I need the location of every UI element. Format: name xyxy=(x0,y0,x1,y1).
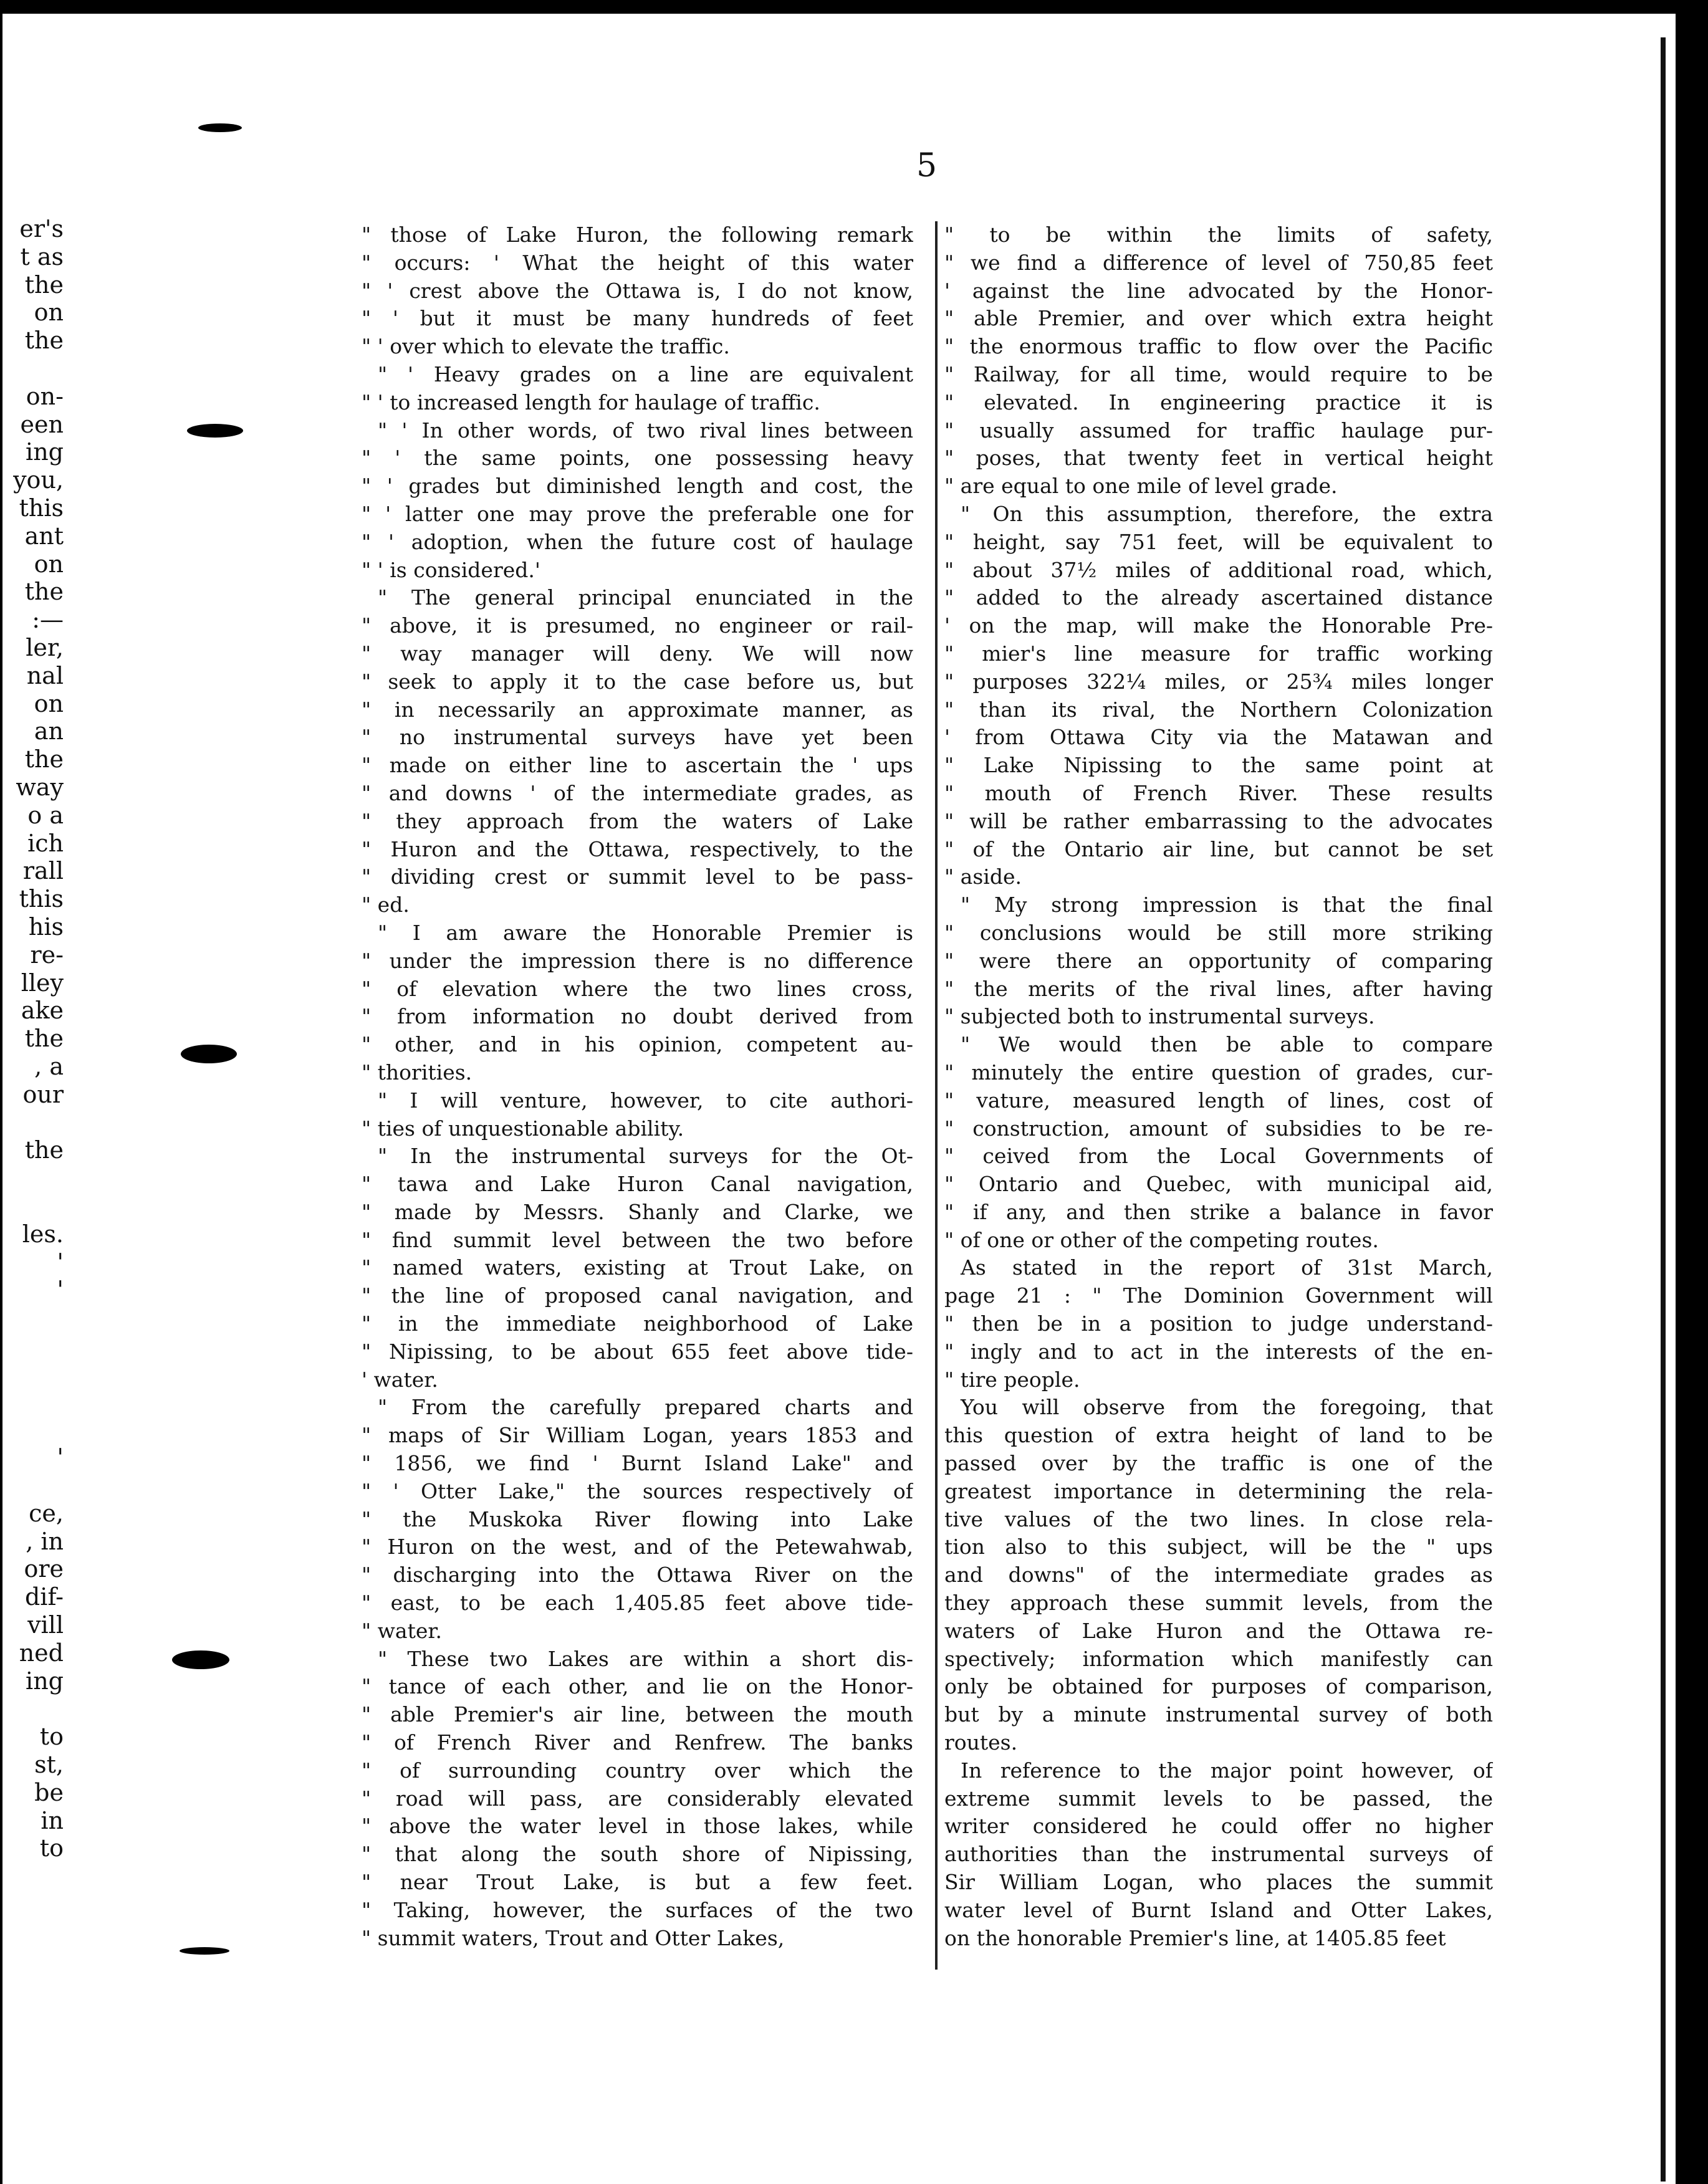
edge-text-fragment: the xyxy=(24,271,64,299)
scan-border-top xyxy=(0,0,1708,14)
page-edge-shadow xyxy=(1661,37,1666,2182)
text-line: page 21 : " The Dominion Government will xyxy=(944,1283,1493,1308)
text-line: " mouth of French River. These results xyxy=(944,780,1493,805)
edge-text-fragment: on xyxy=(34,689,64,717)
text-line: " then be in a position to judge understand- xyxy=(944,1311,1493,1336)
text-line: " able Premier's air line, between the mouth xyxy=(362,1702,913,1727)
edge-text-fragment: in xyxy=(41,1806,64,1834)
ink-blot xyxy=(198,123,242,132)
text-line: " to be within the limits of safety, xyxy=(944,223,1493,247)
edge-text-fragment: , in xyxy=(26,1527,64,1555)
edge-text-fragment: re- xyxy=(30,941,64,969)
text-line: " ' over which to elevate the traffic. xyxy=(362,334,730,359)
text-line: this question of extra height of land to be xyxy=(944,1423,1493,1448)
edge-text-fragment: vill xyxy=(27,1611,64,1639)
text-line: writer considered he could offer no higher xyxy=(944,1814,1493,1839)
text-line: " ' latter one may prove the preferable one for xyxy=(362,501,913,526)
edge-text-fragment: o a xyxy=(27,801,64,829)
ink-blot xyxy=(181,1045,237,1063)
text-line: " thorities. xyxy=(362,1060,473,1085)
text-line: ' against the line advocated by the Honor- xyxy=(944,278,1493,303)
text-line: " of surrounding country over which the xyxy=(362,1758,913,1783)
edge-text-fragment: rall xyxy=(22,857,64,885)
text-line: " tawa and Lake Huron Canal navigation, xyxy=(362,1172,913,1197)
text-line: " from information no doubt derived from xyxy=(362,1004,913,1029)
edge-text-fragment: an xyxy=(34,717,64,745)
text-column-right xyxy=(944,221,1493,1966)
text-line: You will observe from the foregoing, that xyxy=(961,1395,1493,1420)
text-line: " mier's line measure for traffic working xyxy=(944,641,1493,666)
text-line: " if any, and then strike a balance in favor xyxy=(944,1199,1493,1224)
text-line: " In the instrumental surveys for the Ot- xyxy=(378,1144,913,1169)
edge-text-fragment: nal xyxy=(26,661,64,689)
ink-speck xyxy=(1616,2,1622,14)
text-line: " of the Ontario air line, but cannot be set xyxy=(944,836,1493,861)
text-line: " ' the same points, one possessing heavy xyxy=(362,446,913,471)
edge-text-fragment: ' xyxy=(57,1444,64,1472)
text-line: " height, say 751 feet, will be equivalent to xyxy=(944,529,1493,554)
text-line: " about 37½ miles of additional road, which, xyxy=(944,557,1493,582)
text-line: " tance of each other, and lie on the Honor- xyxy=(362,1674,913,1699)
edge-text-fragment: be xyxy=(34,1778,64,1806)
edge-text-fragment: ing xyxy=(26,438,64,466)
text-line: " above, it is presumed, no engineer or rail- xyxy=(362,613,913,638)
text-line: " we find a difference of level of 750,85 feet xyxy=(944,250,1493,275)
edge-text-fragment: the xyxy=(24,578,64,606)
edge-text-fragment: ' xyxy=(57,1276,64,1304)
text-line: " added to the already ascertained distance xyxy=(944,585,1493,610)
text-line: " they approach from the waters of Lake xyxy=(362,808,913,833)
text-line: passed over by the traffic is one of the xyxy=(944,1451,1493,1476)
text-line: " ties of unquestionable ability. xyxy=(362,1116,684,1141)
edge-text-fragment: les. xyxy=(22,1220,64,1248)
text-line: " conclusions would be still more striking xyxy=(944,920,1493,945)
text-line: " in necessarily an approximate manner, as xyxy=(362,697,913,722)
text-line: " dividing crest or summit level to be pass- xyxy=(362,865,913,889)
column-divider-rule xyxy=(935,221,938,1970)
text-line: " The general principal enunciated in the xyxy=(378,585,913,610)
edge-text-fragment: ich xyxy=(27,829,64,857)
text-line: " ingly and to act in the interests of the en- xyxy=(944,1339,1493,1364)
text-line: " From the carefully prepared charts and xyxy=(378,1395,913,1420)
text-line: " that along the south shore of Nipissing, xyxy=(362,1842,913,1867)
text-line: " east, to be each 1,405.85 feet above tide- xyxy=(362,1591,913,1616)
text-line: In reference to the major point however, of xyxy=(961,1758,1493,1783)
text-line: " vature, measured length of lines, cost of xyxy=(944,1088,1493,1113)
text-line: " elevated. In engineering practice it is xyxy=(944,390,1493,414)
text-line: " Taking, however, the surfaces of the two xyxy=(362,1897,913,1922)
text-line: " water. xyxy=(362,1618,443,1643)
text-line: " construction, amount of subsidies to be re- xyxy=(944,1116,1493,1141)
edge-text-fragment: you, xyxy=(13,466,64,494)
text-line: authorities than the instrumental surveys of xyxy=(944,1842,1493,1867)
ink-blot xyxy=(187,424,243,438)
text-line: " poses, that twenty feet in vertical height xyxy=(944,446,1493,471)
edge-text-fragment: er's xyxy=(19,215,64,242)
text-line: " tire people. xyxy=(944,1367,1080,1392)
edge-text-fragment: way xyxy=(16,774,64,801)
ink-blot xyxy=(172,1650,229,1669)
text-line: " occurs: ' What the height of this water xyxy=(362,250,913,275)
text-line: " of one or other of the competing routes. xyxy=(944,1227,1379,1252)
text-line: " ' but it must be many hundreds of feet xyxy=(362,306,913,331)
text-line: " maps of Sir William Logan, years 1853 and xyxy=(362,1423,913,1448)
text-line: " than its rival, the Northern Colonization xyxy=(944,697,1493,722)
edge-text-fragment: ake xyxy=(21,997,64,1025)
text-line: " will be rather embarrassing to the advocates xyxy=(944,808,1493,833)
text-line: " discharging into the Ottawa River on the xyxy=(362,1563,913,1588)
text-line: ' from Ottawa City via the Matawan and xyxy=(944,725,1493,750)
text-line: " under the impression there is no difference xyxy=(362,948,913,973)
edge-text-fragment: on xyxy=(34,299,64,327)
text-line: " We would then be able to compare xyxy=(961,1032,1493,1057)
text-line: " road will pass, are considerably elevated xyxy=(362,1786,913,1811)
text-line: spectively; information which manifestly can xyxy=(944,1646,1493,1671)
text-line: " minutely the entire question of grades, cur- xyxy=(944,1060,1493,1085)
text-line: " no instrumental surveys have yet been xyxy=(362,725,913,750)
text-line: " Railway, for all time, would require to be xyxy=(944,362,1493,386)
page-number: 5 xyxy=(916,147,938,184)
text-line: " summit waters, Trout and Otter Lakes, xyxy=(362,1925,785,1950)
text-line: water level of Burnt Island and Otter Lakes, xyxy=(944,1897,1493,1922)
edge-text-fragment: dif- xyxy=(24,1583,64,1611)
text-line: on the honorable Premier's line, at 1405.85 feet xyxy=(944,1925,1446,1950)
text-line: " the merits of the rival lines, after having xyxy=(944,976,1493,1001)
text-line: " were there an opportunity of comparing xyxy=(944,948,1493,973)
edge-text-fragment: his xyxy=(28,913,64,941)
edge-text-fragment: the xyxy=(24,1136,64,1164)
edge-text-fragment: on xyxy=(34,550,64,578)
text-line: " made by Messrs. Shanly and Clarke, we xyxy=(362,1199,913,1224)
edge-text-fragment: ce, xyxy=(29,1499,64,1527)
text-line: " Ontario and Quebec, with municipal aid, xyxy=(944,1172,1493,1197)
text-line: " seek to apply it to the case before us, but xyxy=(362,669,913,694)
edge-text-fragment: the xyxy=(24,327,64,355)
text-line: " ' Heavy grades on a line are equivalent xyxy=(378,362,913,386)
text-line: " Lake Nipissing to the same point at xyxy=(944,753,1493,778)
text-line: waters of Lake Huron and the Ottawa re- xyxy=(944,1618,1493,1643)
text-line: " ' In other words, of two rival lines between xyxy=(378,418,913,443)
edge-text-fragment: :— xyxy=(32,606,64,634)
edge-text-fragment: on- xyxy=(26,382,64,410)
adjacent-page-edge-text xyxy=(0,215,70,1960)
text-line: ' on the map, will make the Honorable Pre- xyxy=(944,613,1493,638)
text-line: As stated in the report of 31st March, xyxy=(961,1255,1493,1280)
text-line: tive values of the two lines. In close rela- xyxy=(944,1506,1493,1531)
text-line: " of French River and Renfrew. The banks xyxy=(362,1730,913,1755)
edge-text-fragment: the xyxy=(24,745,64,774)
text-line: " the Muskoka River flowing into Lake xyxy=(362,1506,913,1531)
text-line: " I am aware the Honorable Premier is xyxy=(378,920,913,945)
text-line: greatest importance in determining the rela- xyxy=(944,1478,1493,1503)
text-line: ' water. xyxy=(362,1367,438,1392)
text-line: they approach these summit levels, from the xyxy=(944,1591,1493,1616)
text-line: " made on either line to ascertain the ' ups xyxy=(362,753,913,778)
text-line: " 1856, we find ' Burnt Island Lake" and xyxy=(362,1451,913,1476)
text-line: Sir William Logan, who places the summit xyxy=(944,1870,1493,1895)
edge-text-fragment: the xyxy=(24,1025,64,1053)
text-line: " ' adoption, when the future cost of haulage xyxy=(362,529,913,554)
text-line: " the line of proposed canal navigation, and xyxy=(362,1283,913,1308)
text-line: but by a minute instrumental survey of both xyxy=(944,1702,1493,1727)
text-line: " Nipissing, to be about 655 feet above tide- xyxy=(362,1339,913,1364)
edge-text-fragment: ' xyxy=(57,1248,64,1276)
ink-blot xyxy=(180,1947,229,1955)
text-line: " My strong impression is that the final xyxy=(961,893,1493,917)
edge-text-fragment: ing xyxy=(26,1667,64,1695)
text-line: " of elevation where the two lines cross, xyxy=(362,976,913,1001)
text-line: " These two Lakes are within a short dis- xyxy=(378,1646,913,1671)
text-line: " ' crest above the Ottawa is, I do not know, xyxy=(362,278,913,303)
text-line: only be obtained for purposes of comparison, xyxy=(944,1674,1493,1699)
text-line: " ed. xyxy=(362,893,410,917)
edge-text-fragment: lley xyxy=(21,969,64,997)
text-line: " ' Otter Lake," the sources respectively of xyxy=(362,1478,913,1503)
text-line: " those of Lake Huron, the following remark xyxy=(362,223,913,247)
text-line: " Huron on the west, and of the Petewahwab, xyxy=(362,1535,913,1559)
text-line: tion also to this subject, will be the " ups xyxy=(944,1535,1493,1559)
edge-text-fragment: ler, xyxy=(26,634,64,661)
text-line: " ' is considered.' xyxy=(362,557,540,582)
edge-text-fragment: t as xyxy=(20,242,64,271)
text-line: " above the water level in those lakes, while xyxy=(362,1814,913,1839)
text-line: " ceived from the Local Governments of xyxy=(944,1144,1493,1169)
text-line: " usually assumed for traffic haulage pur- xyxy=(944,418,1493,443)
edge-text-fragment: this xyxy=(19,494,64,522)
scan-border-right xyxy=(1676,0,1708,2184)
edge-text-fragment: st, xyxy=(34,1751,64,1778)
edge-text-fragment: ant xyxy=(24,522,64,550)
text-line: " way manager will deny. We will now xyxy=(362,641,913,666)
text-line: and downs" of the intermediate grades as xyxy=(944,1563,1493,1588)
text-line: " in the immediate neighborhood of Lake xyxy=(362,1311,913,1336)
edge-text-fragment: our xyxy=(22,1080,64,1108)
text-line: " aside. xyxy=(944,865,1022,889)
text-line: " I will venture, however, to cite authori- xyxy=(378,1088,913,1113)
text-line: extreme summit levels to be passed, the xyxy=(944,1786,1493,1811)
text-line: " subjected both to instrumental surveys. xyxy=(944,1004,1375,1029)
text-line: " able Premier, and over which extra height xyxy=(944,306,1493,331)
text-line: " other, and in his opinion, competent au- xyxy=(362,1032,913,1057)
edge-text-fragment: to xyxy=(39,1834,64,1862)
text-line: " named waters, existing at Trout Lake, on xyxy=(362,1255,913,1280)
text-line: " find summit level between the two before xyxy=(362,1227,913,1252)
text-line: " and downs ' of the intermediate grades, as xyxy=(362,780,913,805)
text-line: " ' grades but diminished length and cost, the xyxy=(362,474,913,499)
text-line: " ' to increased length for haulage of traffic. xyxy=(362,390,820,414)
edge-text-fragment: this xyxy=(19,885,64,913)
text-column-left xyxy=(362,221,913,1966)
edge-text-fragment: ore xyxy=(24,1555,64,1583)
edge-text-fragment: ned xyxy=(19,1639,64,1667)
text-line: " Huron and the Ottawa, respectively, to the xyxy=(362,836,913,861)
text-line: routes. xyxy=(944,1730,1018,1755)
text-line: " purposes 322¼ miles, or 25¾ miles longer xyxy=(944,669,1493,694)
edge-text-fragment: een xyxy=(20,410,64,438)
text-line: " the enormous traffic to flow over the Pacific xyxy=(944,334,1493,359)
text-line: " near Trout Lake, is but a few feet. xyxy=(362,1870,913,1895)
edge-text-fragment: to xyxy=(39,1723,64,1751)
edge-text-fragment: , a xyxy=(34,1053,64,1080)
text-line: " On this assumption, therefore, the extra xyxy=(961,501,1493,526)
text-line: " are equal to one mile of level grade. xyxy=(944,474,1338,499)
